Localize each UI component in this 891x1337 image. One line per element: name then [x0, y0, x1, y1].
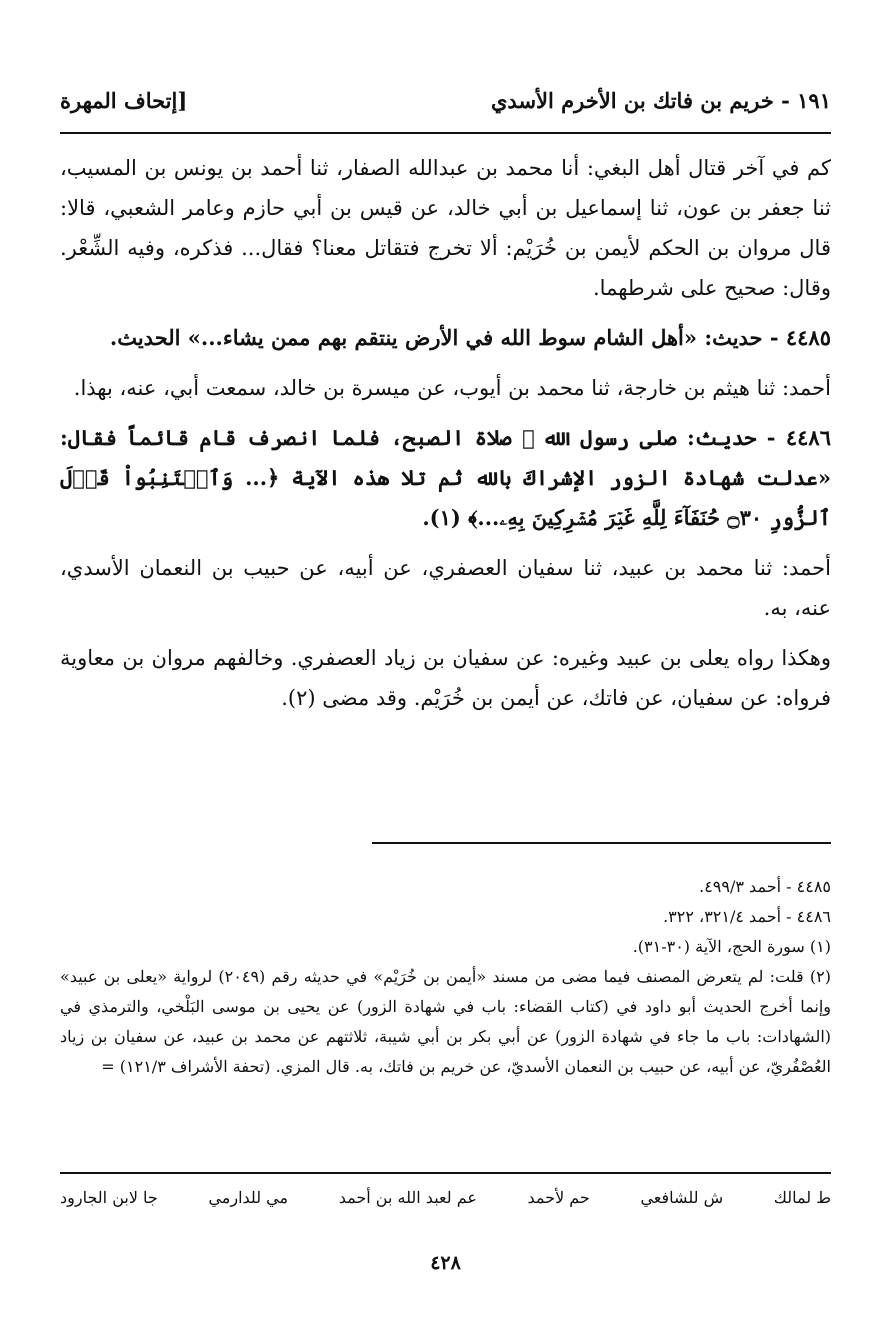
main-text — [60, 148, 831, 728]
abbreviations-key — [60, 1188, 831, 1207]
footnote-4486: ٤٤٨٦ - أحمد ٣٢١/٤، ٣٢٢. — [663, 907, 831, 926]
footnote-rule — [372, 842, 831, 844]
paragraph-note: وهكذا رواه يعلى بن عبيد وغيره: عن سفيان بن زياد العصفري. وخالفهم مروان بن معاوية فرواه: عن سفيان، عن فاتك، عن أيمن بن خُرَيْم. وقد مضى (٢). — [60, 646, 831, 710]
header-chapter-title: ١٩١ - خريم بن فاتك بن الأخرم الأسدي — [490, 87, 831, 113]
footnote-4485: ٤٤٨٥ - أحمد ٤٩٩/٣. — [699, 877, 831, 896]
footnote-2: (٢) قلت: لم يتعرض المصنف فيما مضى من مسند «أيمن بن خُرَيْم» في حديثه رقم (٢٠٤٩) لرواية «يعلى بن عبيد» وإنما أخرج الحديث أبو داود في (كتاب القضاء: باب في شهادة الزور) عن يحيى بن موسى البَلْخي، والترمذي في (الشهادات: باب ما جاء في شهادة الزور) عن أبي بكر بن أبي شيبة، ثلاثتهم عن محمد بن عبيد، عن سفيان بن زياد العُصْفُريّ، عن أبيه، عن حبيب بن النعمان الأسديّ، عن خريم بن فاتك، به. قال المزي. (تحفة الأشراف ١٢١/٣) = — [60, 967, 831, 1076]
header-rule — [60, 132, 831, 134]
abbr-item: حم لأحمد — [527, 1188, 590, 1207]
paragraph-isnad-4485: أحمد: ثنا هيثم بن خارجة، ثنا محمد بن أيوب، عن ميسرة بن خالد، سمعت أبي، عنه، بهذا. — [73, 376, 831, 400]
page-number: ٤٢٨ — [430, 1252, 461, 1274]
header-book-title: [إتحاف المهرة — [60, 87, 188, 113]
hadith-4486: ٤٤٨٦ - حديث: صلى رسول الله ﷺ صلاة الصبح، فلما انصرف قام قائماً فقال: «عدلت شهادة الزور الإشراكَ بالله ثم تلا هذه الآية ﴿... وَٱجۡتَنِبُواْ قَوۡلَ ٱلزُّورِ ۝٣٠ حُنَفَآءَ لِلَّهِ غَيۡرَ مُشۡرِكِينَ بِهِۦ...﴾ (١). — [60, 425, 831, 530]
abbr-item: مي للدارمي — [208, 1188, 289, 1207]
page-header — [60, 80, 831, 120]
abbr-item: عم لعبد الله بن أحمد — [338, 1188, 477, 1207]
abbreviations-rule — [60, 1172, 831, 1174]
paragraph-isnad-4486: أحمد: ثنا محمد بن عبيد، ثنا سفيان العصفري، عن أبيه، عن حبيب بن النعمان الأسدي، عنه، به. — [60, 556, 831, 620]
footnotes — [60, 872, 831, 1082]
abbr-item: ش للشافعي — [640, 1188, 724, 1207]
abbr-item: ط لمالك — [773, 1188, 831, 1207]
footnote-1: (١) سورة الحج، الآية (٣٠-٣١). — [632, 937, 831, 956]
paragraph-continuation: كم في آخر قتال أهل البغي: أنا محمد بن عبدالله الصفار، ثنا أحمد بن يونس بن المسيب، ثنا جعفر بن عون، ثنا إسماعيل بن أبي خالد، عن قيس بن أبي حازم وعامر الشعبي، قالا: قال مروان بن الحكم لأيمن بن خُرَيْم: ألا تخرج فتقاتل معنا؟ فقال... فذكره، وفيه الشِّعْر. وقال: صحيح على شرطهما. — [60, 156, 831, 300]
abbr-item: جا لابن الجارود — [60, 1188, 158, 1207]
hadith-4485: ٤٤٨٥ - حديث: «أهل الشام سوط الله في الأرض ينتقم بهم ممن يشاء...» الحديث. — [109, 325, 831, 350]
